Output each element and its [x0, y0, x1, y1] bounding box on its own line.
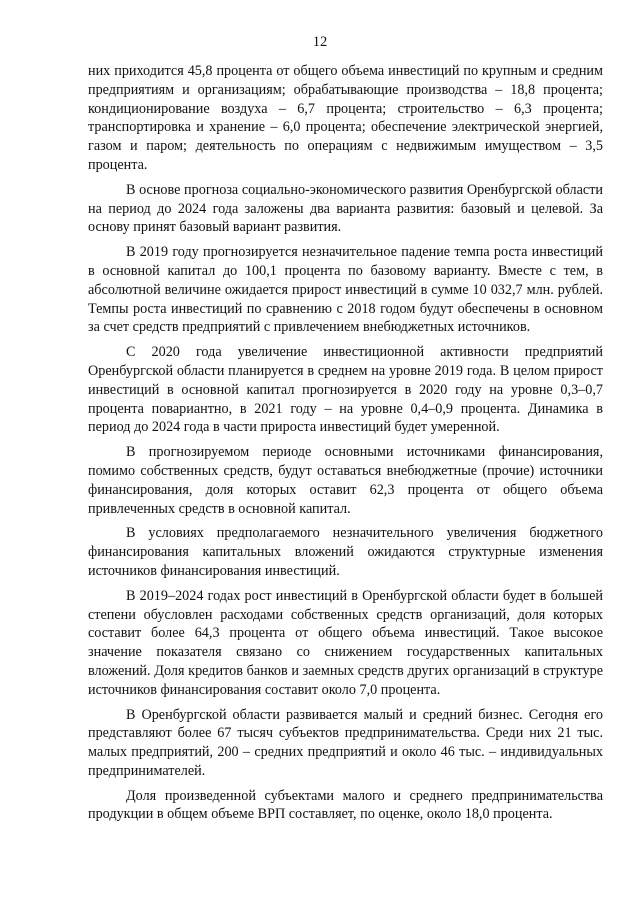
paragraph: В основе прогноза социально-экономического развития Оренбургской области на период до 2024 года заложены два варианта развития: базовый и целевой. За основу принят базовый вариант развития. [88, 181, 603, 236]
paragraph: В 2019 году прогнозируется незначительное падение темпа роста инвестиций в основной капитал до 100,1 процента по базовому варианту. Вместе с тем, в абсолютной величине ожидается прирост инвестиций в сумме 10 032,7 млн. рублей. Темпы роста инвестиций по сравнению с 2018 годом будут обеспечены в основном за счет средств предприятий с привлечением внебюджетных источников. [88, 244, 603, 336]
paragraph: В Оренбургской области развивается малый и средний бизнес. Сегодня его представляют более 67 тысяч субъектов предпринимательства. Среди них 21 тыс. малых предприятий, 200 – средних предприятий и около 46 тыс. – индивидуальных предпринимателей. [88, 706, 603, 779]
paragraph: В условиях предполагаемого незначительного увеличения бюджетного финансирования капитальных вложений ожидаются структурные изменения источников финансирования инвестиций. [88, 525, 603, 579]
paragraph: В прогнозируемом периоде основными источниками финансирования, помимо собственных средств, будут оставаться внебюджетные (прочие) источники финансирования, доля которых оставит 62,3 процента от общего объема привлеченных средств в основной капитал. [88, 444, 603, 517]
paragraph: В 2019–2024 годах рост инвестиций в Оренбургской области будет в большей степени обусловлен расходами собственных средств организаций, доля которых составит более 64,3 процента от общего объема инвестиций. Такое высокое значение показателя связано со снижением государственных капитальных вложений. Доля кредитов банков и заемных средств других организаций в структуре источников финансирования составит около 7,0 процента. [88, 587, 603, 698]
body-text [88, 62, 603, 830]
page-number: 12 [312, 34, 328, 50]
paragraph: С 2020 года увеличение инвестиционной активности предприятий Оренбургской области планируется в среднем на уровне 2019 года. В целом прирост инвестиций в основной капитал прогнозируется в 2020 году на уровне 0,3–0,7 процента повариантно, в 2021 году – на уровне 0,4–0,9 процента. Динамика в период до 2024 года в части прироста инвестиций будет умеренной. [88, 344, 603, 436]
paragraph: них приходится 45,8 процента от общего объема инвестиций по крупным и средним предприятиям и организациям; обрабатывающие производства – 18,8 процента; кондиционирование воздуха – 6,7 процента; строительство – 6,3 процента; транспортировка и хранение – 6,0 процента; обеспечение электрической энергией, газом и паром; деятельность по операциям с недвижимым имуществом – 3,5 процента. [88, 63, 603, 173]
paragraph: Доля произведенной субъектами малого и среднего предпринимательства продукции в общем объеме ВРП составляет, по оценке, около 18,0 процента. [88, 787, 603, 823]
